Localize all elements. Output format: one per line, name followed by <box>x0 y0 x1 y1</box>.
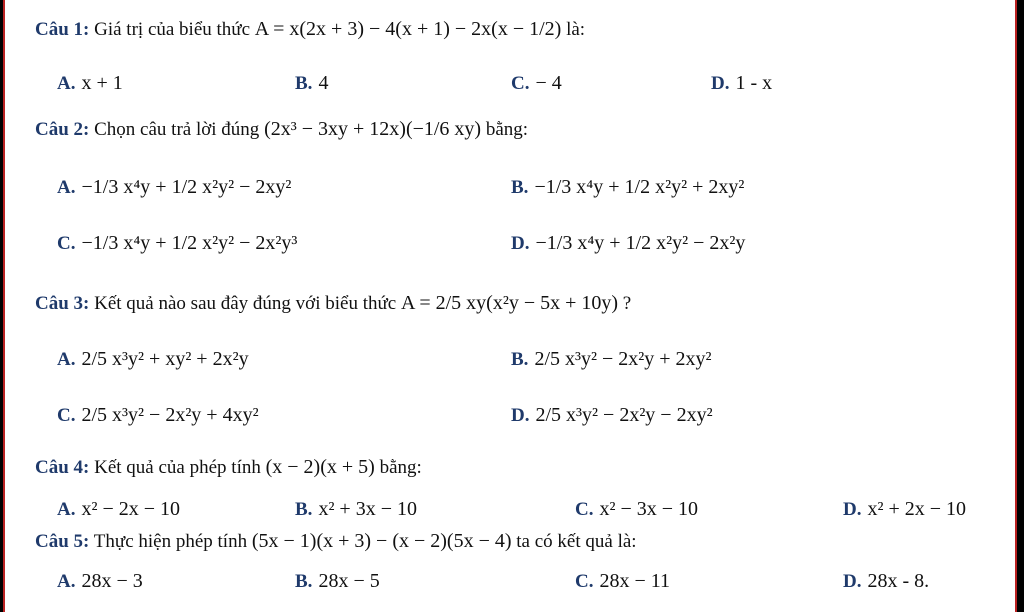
question-4 <box>35 456 422 479</box>
question-suffix: là: <box>566 19 586 40</box>
option-value: 28x − 5 <box>318 570 380 592</box>
question-suffix: bằng: <box>485 119 529 140</box>
option-a <box>57 498 180 521</box>
option-value: 1 - x <box>735 72 773 94</box>
option-letter: D. <box>511 233 530 254</box>
option-letter: C. <box>575 499 594 520</box>
question-text: Thực hiện phép tính <box>93 531 248 552</box>
option-a <box>57 348 249 371</box>
question-label: Câu 1: <box>35 19 90 40</box>
option-letter: D. <box>511 405 530 426</box>
option-letter: B. <box>295 571 313 592</box>
question-3 <box>35 292 631 315</box>
option-letter: C. <box>511 73 530 94</box>
option-c <box>57 232 297 255</box>
worksheet-page <box>3 0 1017 612</box>
option-a <box>57 72 123 95</box>
option-value: −1/3 x⁴y + 1/2 x²y² − 2x²y <box>535 232 746 254</box>
question-5 <box>35 530 637 553</box>
option-letter: B. <box>511 349 529 370</box>
option-b <box>295 498 417 521</box>
option-value: −1/3 x⁴y + 1/2 x²y² + 2xy² <box>534 176 745 198</box>
option-b <box>295 72 328 95</box>
question-expression: A = 2/5 xy(x²y − 5x + 10y) <box>400 292 619 314</box>
option-d <box>711 72 772 95</box>
option-a <box>57 570 143 593</box>
option-letter: D. <box>711 73 730 94</box>
option-value: −1/3 x⁴y + 1/2 x²y² − 2xy² <box>81 176 292 198</box>
option-value: 28x - 8. <box>867 570 930 592</box>
option-letter: B. <box>295 73 313 94</box>
question-expression: A = x(2x + 3) − 4(x + 1) − 2x(x − 1/2) <box>254 18 562 40</box>
question-expression: (5x − 1)(x + 3) − (x − 2)(5x − 4) <box>251 530 512 552</box>
option-value: 2/5 x³y² − 2x²y + 4xy² <box>81 404 259 426</box>
question-suffix: ta có kết quả là: <box>516 531 637 552</box>
option-value: 4 <box>318 72 329 94</box>
question-text: Giá trị của biểu thức <box>94 19 251 40</box>
option-c <box>511 72 562 95</box>
option-value: 28x − 11 <box>599 570 671 592</box>
option-a <box>57 176 291 199</box>
option-d <box>843 570 929 593</box>
option-value: x² − 2x − 10 <box>81 498 181 520</box>
option-b <box>511 348 712 371</box>
question-suffix: ? <box>622 293 632 314</box>
option-letter: A. <box>57 499 76 520</box>
option-letter: C. <box>575 571 594 592</box>
option-value: − 4 <box>535 72 562 94</box>
option-c <box>575 498 698 521</box>
question-suffix: bằng: <box>379 457 422 478</box>
option-d <box>511 404 713 427</box>
option-value: x² − 3x − 10 <box>599 498 699 520</box>
option-value: x² + 3x − 10 <box>318 498 417 520</box>
option-value: 2/5 x³y² − 2x²y − 2xy² <box>535 404 713 426</box>
option-letter: C. <box>57 405 76 426</box>
question-text: Kết quả nào sau đây đúng với biểu thức <box>94 293 397 314</box>
question-1 <box>35 18 585 41</box>
option-value: −1/3 x⁴y + 1/2 x²y² − 2x²y³ <box>81 232 298 254</box>
option-letter: D. <box>843 499 862 520</box>
option-value: x² + 2x − 10 <box>867 498 967 520</box>
question-text: Chọn câu trả lời đúng <box>94 119 260 140</box>
option-d <box>511 232 745 255</box>
option-letter: A. <box>57 349 76 370</box>
option-value: 2/5 x³y² + xy² + 2x²y <box>81 348 249 370</box>
option-letter: D. <box>843 571 862 592</box>
option-letter: A. <box>57 73 76 94</box>
option-b <box>295 570 380 593</box>
question-label: Câu 5: <box>35 531 90 552</box>
question-text: Kết quả của phép tính <box>94 457 261 478</box>
question-label: Câu 4: <box>35 457 90 478</box>
option-letter: B. <box>511 177 529 198</box>
option-d <box>843 498 966 521</box>
option-letter: B. <box>295 499 313 520</box>
question-expression: (x − 2)(x + 5) <box>265 456 375 478</box>
option-letter: A. <box>57 177 76 198</box>
option-value: x + 1 <box>81 72 123 94</box>
option-value: 2/5 x³y² − 2x²y + 2xy² <box>534 348 712 370</box>
question-2 <box>35 118 528 141</box>
question-label: Câu 3: <box>35 293 90 314</box>
option-letter: A. <box>57 571 76 592</box>
question-expression: (2x³ − 3xy + 12x)(−1/6 xy) <box>264 118 482 140</box>
option-letter: C. <box>57 233 76 254</box>
option-c <box>57 404 259 427</box>
option-b <box>511 176 744 199</box>
question-label: Câu 2: <box>35 119 90 140</box>
option-value: 28x − 3 <box>81 570 143 592</box>
option-c <box>575 570 670 593</box>
